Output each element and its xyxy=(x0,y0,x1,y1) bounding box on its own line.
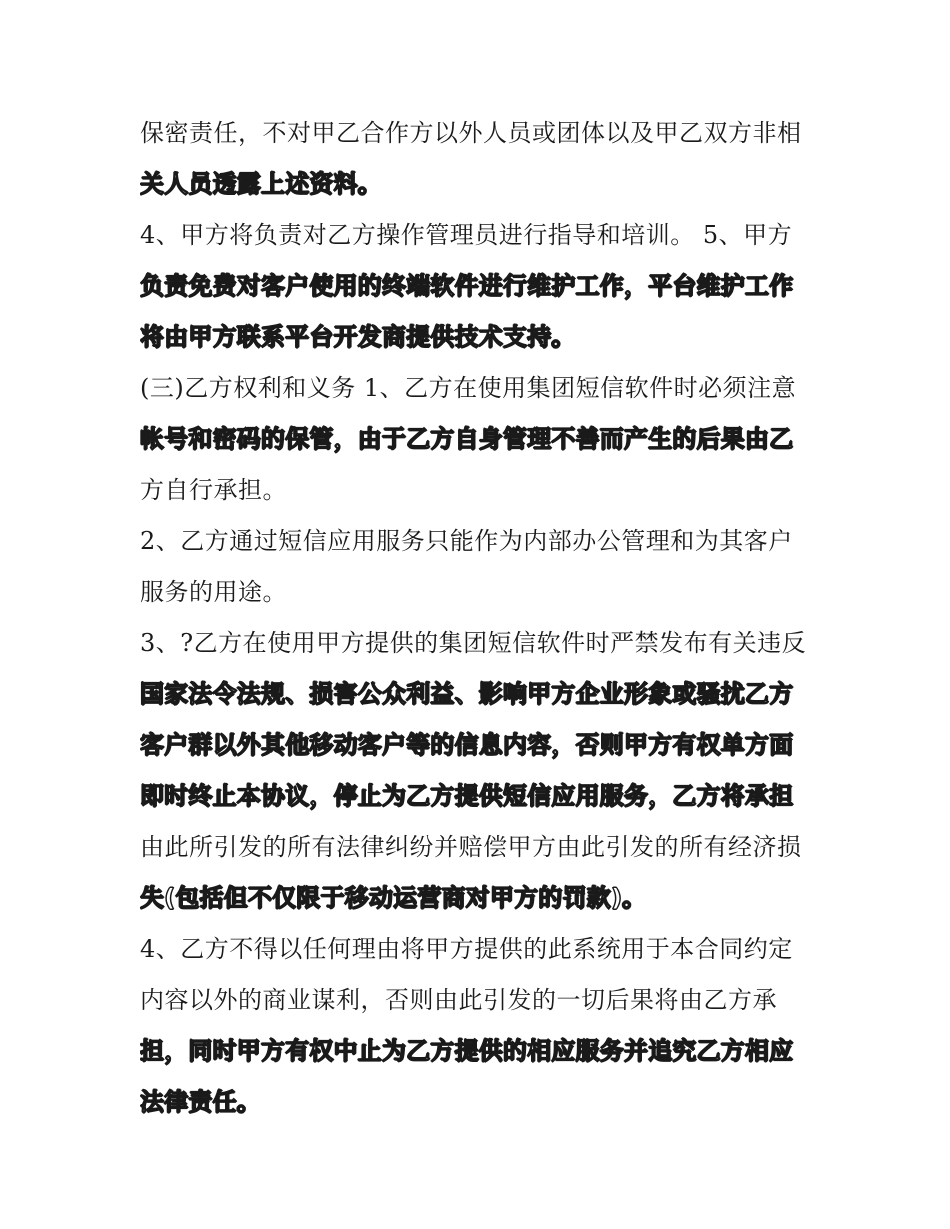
text-line: 关人员透露上述资料。 xyxy=(140,170,382,198)
text-line: 失(包括但不仅限于移动运营商对甲方的罚款)。 xyxy=(140,884,647,912)
text-line: 帐号和密码的保管，由于乙方自身管理不善而产生的后果由乙 xyxy=(140,425,794,453)
text-line: 4、甲方将负责对乙方操作管理员进行指导和培训。 5、甲方 xyxy=(140,221,793,249)
text-line: 法律责任。 xyxy=(140,1088,261,1116)
text-line: 内容以外的商业谋利，否则由此引发的一切后果将由乙方承 xyxy=(140,986,777,1014)
text-line: 方自行承担。 xyxy=(140,476,287,504)
text-line: 即时终止本协议，停止为乙方提供短信应用服务，乙方将承担 xyxy=(140,782,794,810)
text-line: 将由甲方联系平台开发商提供技术支持。 xyxy=(140,323,576,351)
text-line: 负责免费对客户使用的终端软件进行维护工作，平台维护工作 xyxy=(140,272,794,300)
text-line: (三)乙方权利和义务 1、乙方在使用集团短信软件时必须注意 xyxy=(140,374,797,402)
text-line: 服务的用途。 xyxy=(140,578,287,606)
text-line: 3、?乙方在使用甲方提供的集团短信软件时严禁发布有关违反 xyxy=(140,629,807,657)
text-line: 4、乙方不得以任何理由将甲方提供的此系统用于本合同约定 xyxy=(140,935,793,963)
text-line: 由此所引发的所有法律纠纷并赔偿甲方由此引发的所有经济损 xyxy=(140,833,802,861)
text-line: 国家法令法规、损害公众利益、影响甲方企业形象或骚扰乙方 xyxy=(140,680,794,708)
text-line: 担，同时甲方有权中止为乙方提供的相应服务并追究乙方相应 xyxy=(140,1037,794,1065)
text-line: 保密责任，不对甲乙合作方以外人员或团体以及甲乙双方非相 xyxy=(140,119,802,147)
text-line: 2、乙方通过短信应用服务只能作为内部办公管理和为其客户 xyxy=(140,527,793,555)
document-body xyxy=(140,108,820,1128)
text-line: 客户群以外其他移动客户等的信息内容，否则甲方有权单方面 xyxy=(140,731,794,759)
